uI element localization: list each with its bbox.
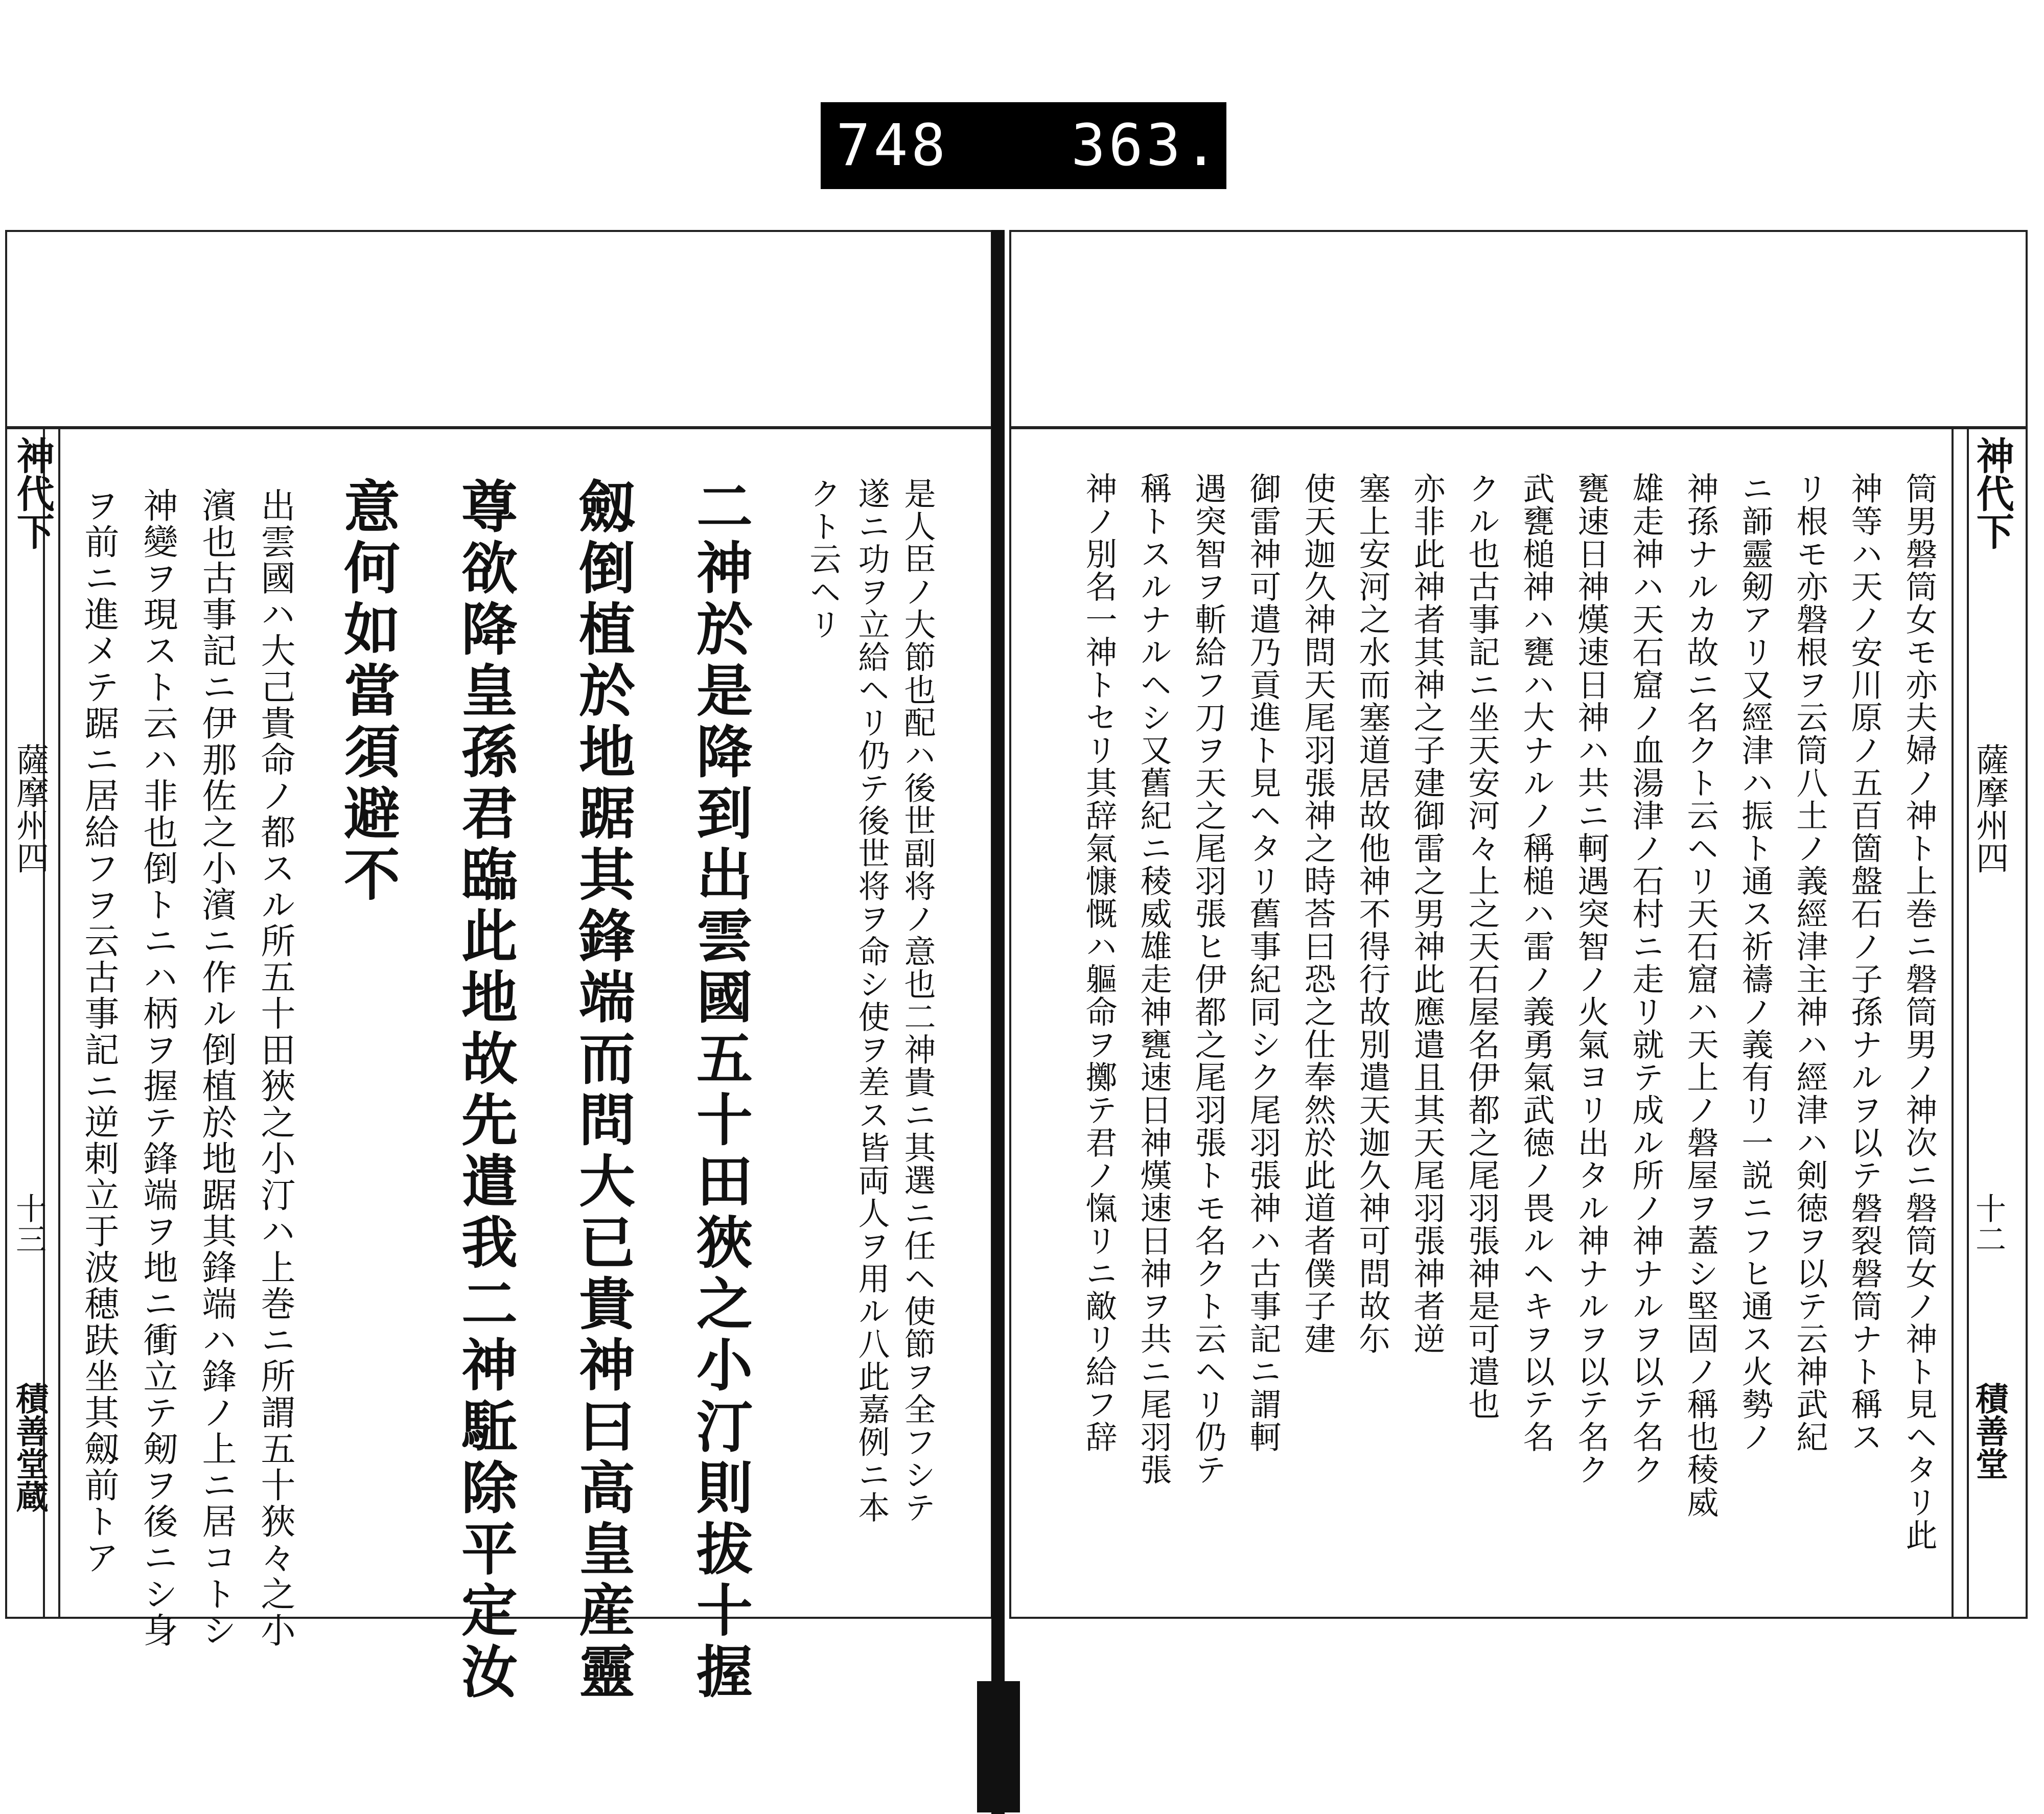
text-column: 塞上安河之水而塞道居故他神不得行故別遣天迦久神可問故尓 bbox=[1354, 472, 1391, 1355]
text-column: 使天迦久神問天尾羽張神之時荅曰恐之仕奉然於此道者僕子建 bbox=[1299, 472, 1336, 1355]
right-page-section-header bbox=[1972, 743, 2007, 874]
main-text-column: 劔倒植於地踞其鋒端而問大已貴神曰高皇産靈 bbox=[570, 477, 636, 1704]
text-column: 御雷神可遣乃貢進ト見ヘタリ舊事紀同シク尾羽張神ハ古事記ニ謂軻 bbox=[1244, 472, 1282, 1453]
left-page bbox=[5, 230, 993, 1704]
text-column: リ根モ亦磐根ヲ云筒八土ノ義經津主神ハ經津ハ剣徳ヲ以テ云神武紀 bbox=[1791, 472, 1828, 1453]
archive-number-right: 363. bbox=[1071, 112, 1221, 179]
main-text-column: 尊欲降皇孫君臨此地故先遣我二神駈除平定汝 bbox=[452, 477, 518, 1704]
right-page-number bbox=[1972, 1193, 2004, 1254]
text-column: ヲ前ニ進メテ踞ニ居給フヲ云古事記ニ逆剌立于波穂趺坐其劔前トア bbox=[79, 487, 119, 1576]
text-column: 甕速日神熯速日神ハ共ニ軻遇突智ノ火氣ヨリ出タル神ナルヲ以テ名ク bbox=[1572, 472, 1610, 1486]
right-page bbox=[1009, 230, 2028, 1619]
text-column: 筒男磐筒女モ亦夫婦ノ神ト上巻ニ磐筒男ノ神次ニ磐筒女ノ神ト見ヘタリ此 bbox=[1900, 472, 1938, 1551]
text-column: クル也古事記ニ坐天安河々上之天石屋名伊都之尾羽張神是可遣也 bbox=[1463, 472, 1500, 1421]
header-page-number: 十二 bbox=[1970, 1193, 2006, 1254]
text-column: 遇突智ヲ斬給フ刀ヲ天之尾羽張ヒ伊都之尾羽張トモ名クト云ヘリ仍テ bbox=[1190, 472, 1227, 1486]
text-column: クト云ヘリ bbox=[804, 477, 842, 641]
main-text-column: 意何如當須避不 bbox=[335, 477, 401, 906]
text-column: 遂ニ功ヲ立給ヘリ仍テ後世将ヲ命シ使ヲ差ス皆両人ヲ用ル八此嘉例ニ本 bbox=[853, 477, 890, 1524]
archive-label bbox=[821, 102, 1226, 189]
header-publisher: 積善堂蔵 bbox=[10, 1382, 49, 1513]
left-page-publisher bbox=[12, 1382, 47, 1513]
archive-number-left: 748 bbox=[836, 112, 949, 179]
header-section: 薩摩州四 bbox=[1970, 743, 2009, 874]
book-spine bbox=[991, 230, 1005, 1814]
text-column: 稱トスルナルヘシ又舊紀ニ稜威雄走神甕速日神熯速日神ヲ共ニ尾羽張 bbox=[1135, 472, 1172, 1486]
right-page-publisher bbox=[1970, 1382, 2009, 1480]
text-column: 出雲國ハ大己貴命ノ都スル所五十田狹之小汀ハ上巻ニ所謂五十狹々之小 bbox=[255, 487, 295, 1648]
text-column: 神等ハ天ノ安川原ノ五百箇盤石ノ子孫ナルヲ以テ磐裂磐筒ナト稱ス bbox=[1846, 472, 1883, 1453]
header-page-number: 十三 bbox=[11, 1193, 47, 1254]
main-text-column: 二神於是降到出雲國五十田狹之小汀則拔十握 bbox=[687, 477, 753, 1704]
left-page-inner-rule bbox=[58, 426, 60, 1617]
text-column: 濱也古事記ニ伊那佐之小濱ニ作ル倒植於地踞其鋒端ハ鋒ノ上ニ居コトシ bbox=[196, 487, 237, 1648]
text-column: 雄走神ハ天石窟ノ血湯津ノ石村ニ走リ就テ成ル所ノ神ナルヲ以テ名ク bbox=[1627, 472, 1664, 1486]
right-page-inner-rule bbox=[1967, 426, 1969, 1617]
text-column: 神孫ナルカ故ニ名クト云ヘリ天石窟ハ天上ノ磐屋ヲ蓋シ堅固ノ稱也稜威 bbox=[1682, 472, 1719, 1519]
text-column: 是人臣ノ大節也配ハ後世副将ノ意也二神貴ニ其選ニ任ヘ使節ヲ全フシテ bbox=[899, 477, 936, 1524]
text-column: 武甕槌神ハ甕ハ大ナルノ稱槌ハ雷ノ義勇氣武徳ノ畏ルヘキヲ以テ名 bbox=[1518, 472, 1555, 1453]
header-title: 神代下 bbox=[1970, 436, 2014, 550]
text-column: 神ノ別名一神トセリ其辞氣慷慨ハ軀命ヲ擲テ君ノ愾リニ敵リ給フ辞 bbox=[1080, 472, 1118, 1453]
left-page-section-header bbox=[12, 743, 47, 874]
right-page-header bbox=[1972, 436, 2012, 550]
header-title: 神代下 bbox=[10, 436, 55, 550]
text-column: 神變ヲ現スト云ハ非也倒トニハ柄ヲ握テ鋒端ヲ地ニ衝立テ剱ヲ後ニシ身 bbox=[137, 487, 178, 1648]
left-page-header bbox=[10, 436, 55, 550]
spine-clip bbox=[977, 1681, 1020, 1812]
header-section: 薩摩州四 bbox=[11, 743, 49, 874]
text-column: 亦非此神者其神之子建御雷之男神此應遣且其天尾羽張神者逆 bbox=[1408, 472, 1446, 1355]
right-page-margin-rule bbox=[1952, 426, 1954, 1617]
text-column: ニ韴靈剱アリ又經津ハ振ト通ス祈禱ノ義有リ一説ニフヒ通ス火勢ノ bbox=[1736, 472, 1774, 1453]
header-publisher: 積善堂 bbox=[1970, 1382, 2009, 1480]
left-page-number bbox=[11, 1193, 47, 1254]
